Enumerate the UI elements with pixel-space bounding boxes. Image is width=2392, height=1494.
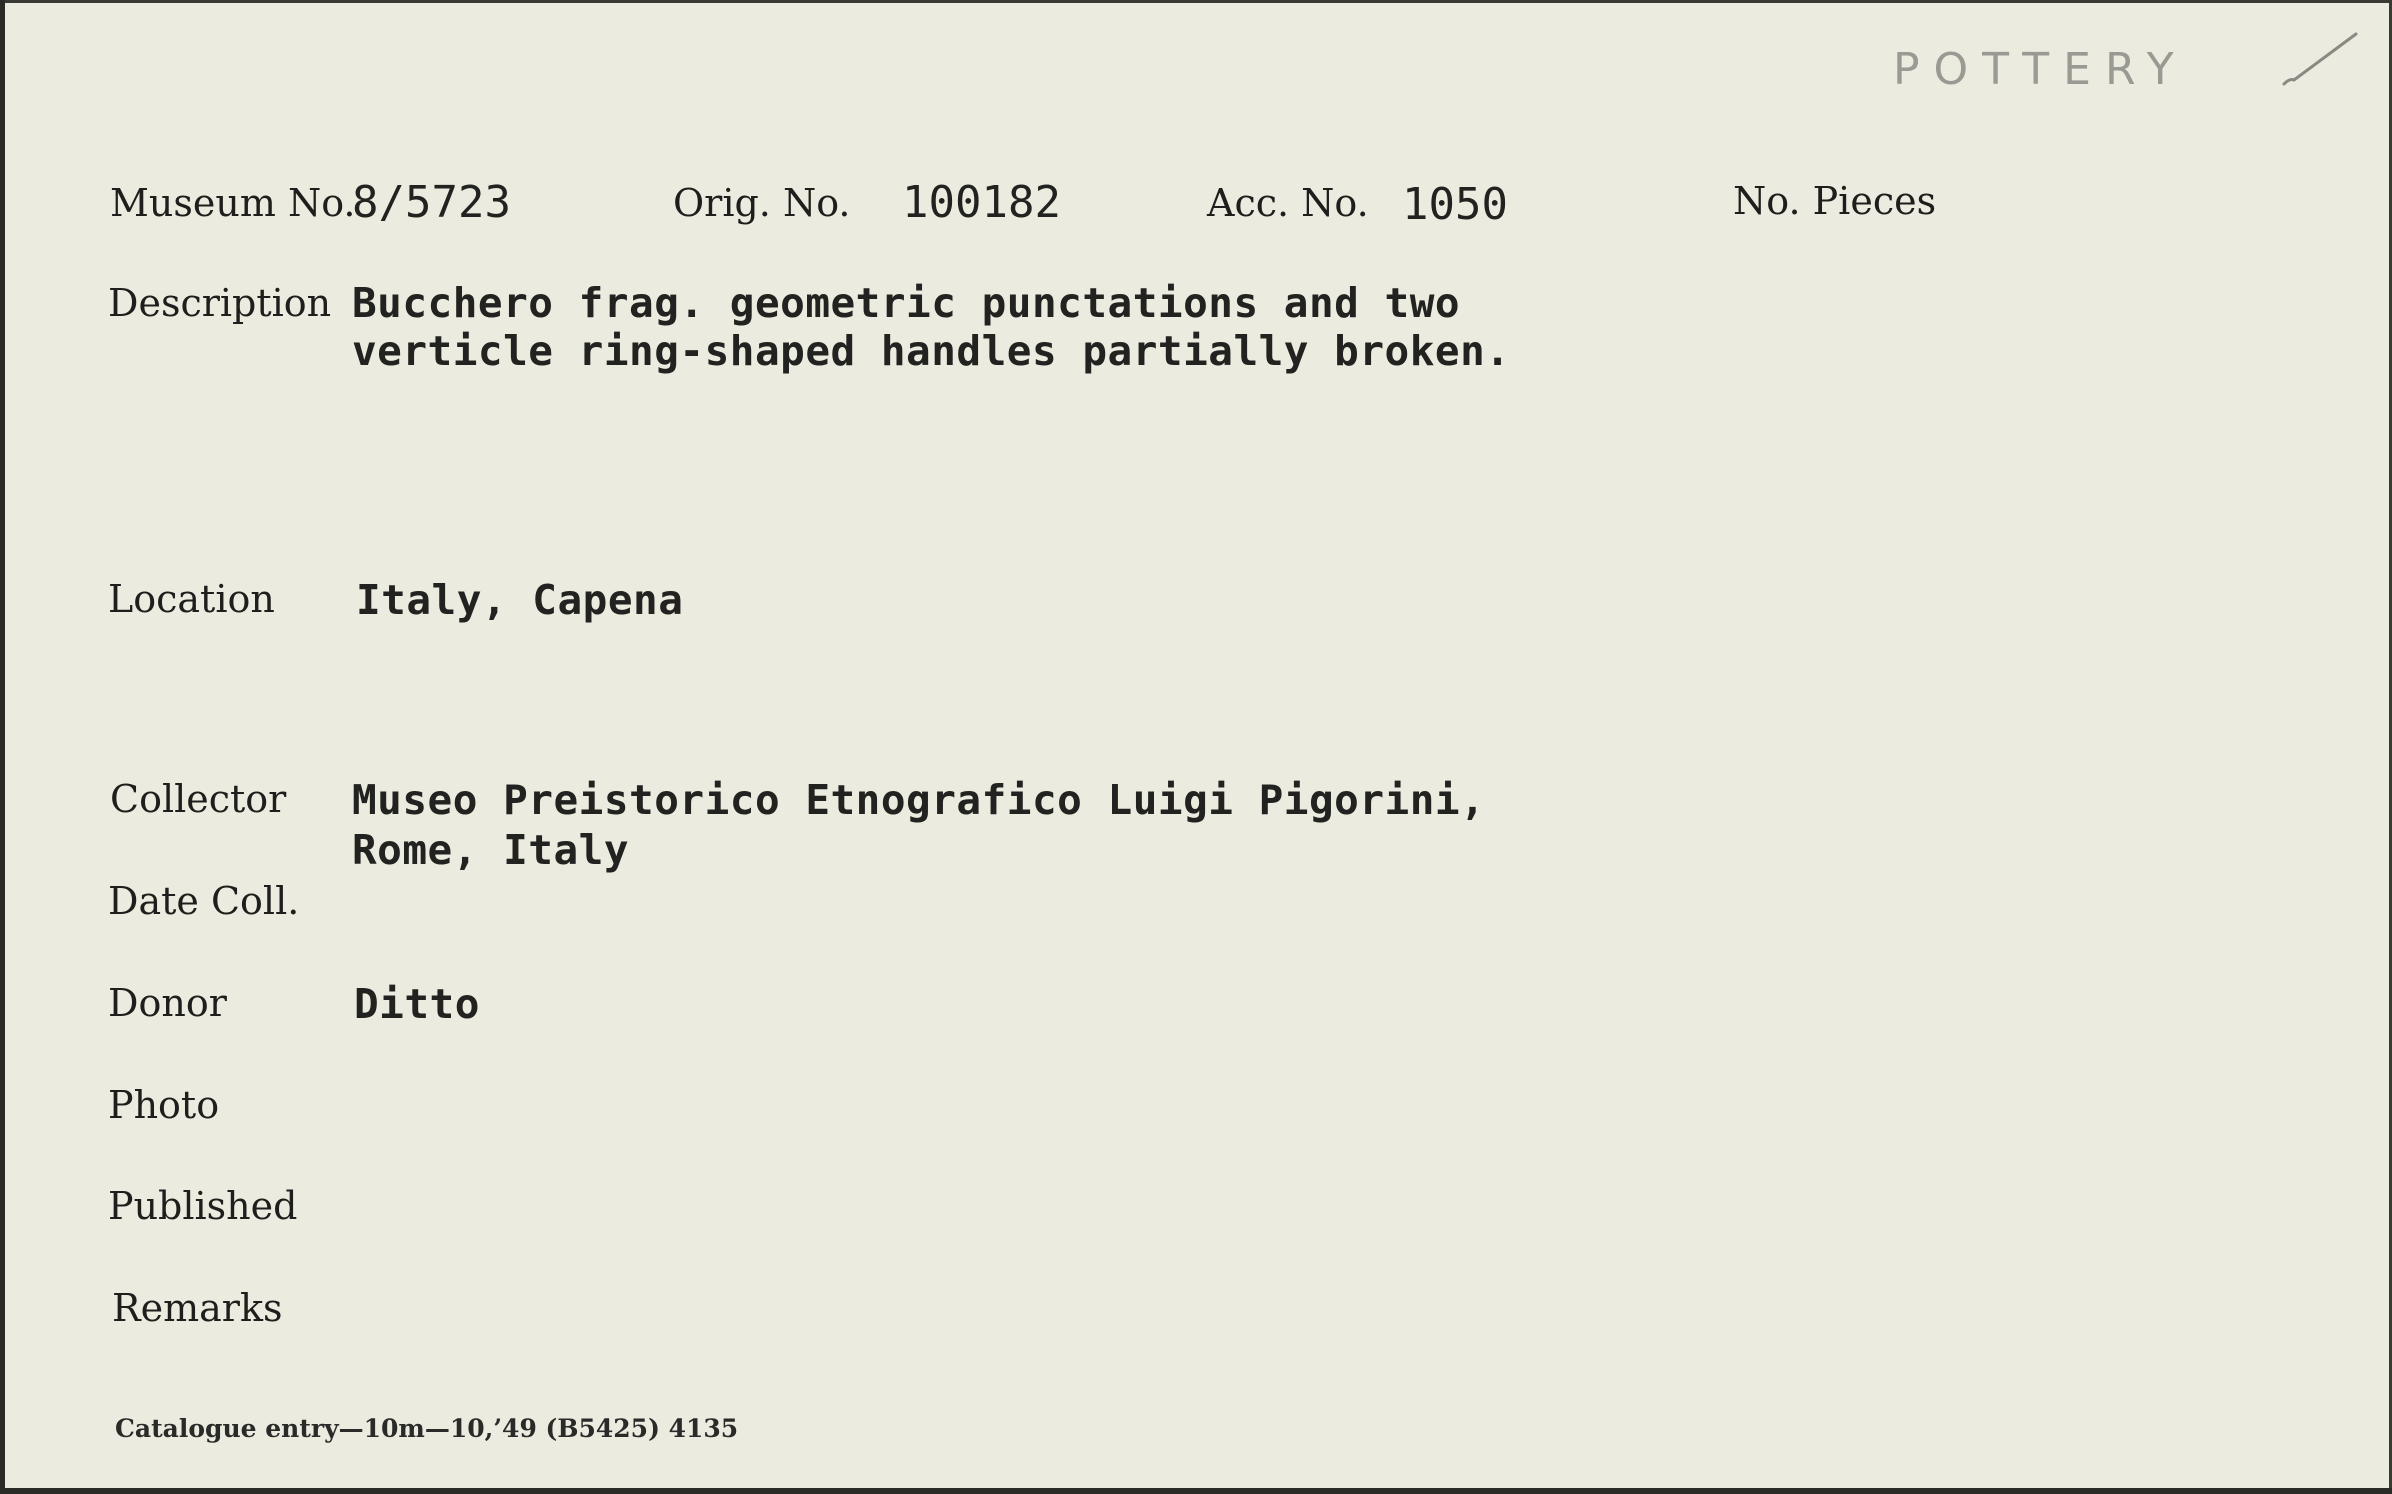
card-edge-top <box>0 0 2392 3</box>
category-stamp: POTTERY <box>1893 44 2188 95</box>
published-label: Published <box>108 1184 298 1228</box>
acc-no-label: Acc. No. <box>1207 181 1369 225</box>
acc-no-value: 1050 <box>1402 179 1508 230</box>
photo-label: Photo <box>108 1083 220 1127</box>
card-edge-bottom <box>0 1488 2392 1494</box>
remarks-label: Remarks <box>112 1286 283 1330</box>
location-value: Italy, Capena <box>356 576 684 624</box>
catalogue-footer: Catalogue entry—10m—10,’49 (B5425) 4135 <box>115 1414 739 1443</box>
orig-no-label: Orig. No. <box>673 181 851 225</box>
donor-value: Ditto <box>354 980 480 1028</box>
orig-no-value: 100182 <box>902 177 1061 228</box>
collector-line-1: Museo Preistorico Etnografico Luigi Pigorini, <box>352 776 1486 824</box>
collector-label: Collector <box>110 777 287 821</box>
date-coll-label: Date Coll. <box>108 879 300 923</box>
donor-label: Donor <box>108 981 227 1025</box>
collector-line-2: Rome, Italy <box>352 826 630 874</box>
checkmark-icon <box>2280 30 2360 90</box>
description-line-1: Bucchero frag. geometric punctations and two <box>352 279 1461 327</box>
card-edge-left <box>0 0 5 1494</box>
museum-no-value: 8/5723 <box>352 177 511 228</box>
description-label: Description <box>108 281 332 325</box>
museum-no-label: Museum No. <box>110 181 356 225</box>
description-line-2: verticle ring-shaped handles partially broken. <box>352 327 1511 375</box>
location-label: Location <box>108 577 275 621</box>
no-pieces-label: No. Pieces <box>1733 179 1937 223</box>
